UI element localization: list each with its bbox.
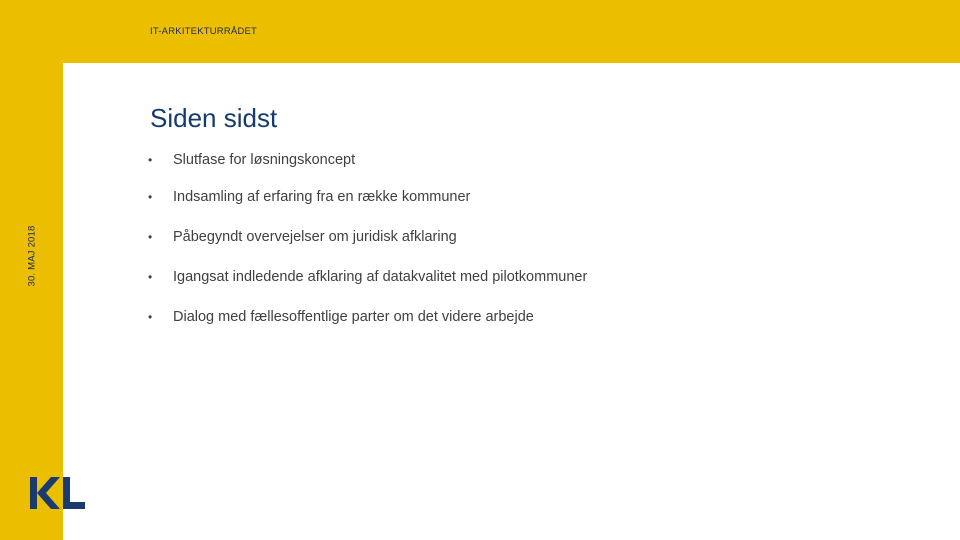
date-label: 30. MAJ 2018 — [26, 225, 38, 287]
bullet-text: Påbegyndt overvejelser om juridisk afklaring — [173, 229, 457, 245]
bullet-point-icon: • — [148, 310, 153, 324]
bullet-text: Slutfase for løsningskoncept — [173, 152, 356, 168]
bullet-text: Igangsat indledende afklaring af datakvalitet med pilotkommuner — [173, 269, 588, 285]
slide-title: Siden sidst — [150, 103, 278, 133]
content-panel — [63, 63, 960, 540]
bullet-text: Indsamling af erfaring fra en række kommuner — [173, 189, 471, 205]
kl-logo-icon — [30, 476, 86, 510]
bullet-item — [148, 307, 534, 327]
bullet-item — [148, 267, 587, 287]
bullet-text: Dialog med fællesoffentlige parter om det videre arbejde — [173, 309, 534, 325]
bullet-item — [148, 150, 355, 170]
bullet-item — [148, 227, 457, 247]
header-label: IT-ARKITEKTURRÅDET — [150, 26, 258, 37]
bullet-point-icon: • — [148, 153, 153, 167]
bullet-point-icon: • — [148, 190, 153, 204]
bullet-point-icon: • — [148, 270, 153, 284]
bullet-item — [148, 187, 470, 207]
bullet-point-icon: • — [148, 230, 153, 244]
